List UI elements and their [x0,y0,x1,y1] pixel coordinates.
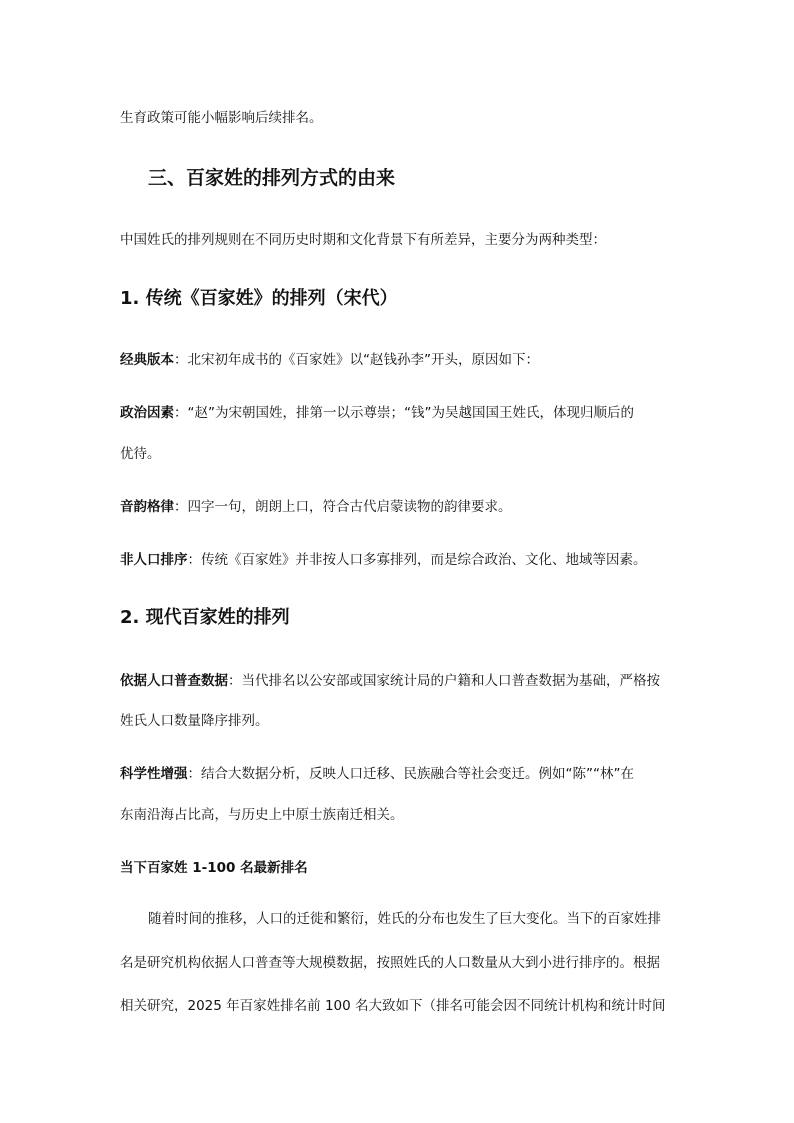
science-text-1: ：结合大数据分析，反映人口迁移、民族融合等社会变迁。例如“陈”“林”在 [187,766,634,782]
non-population-label: 非人口排序 [120,552,188,568]
paragraph-intro-tail: 生育政策可能小幅影响后续排名。 [120,110,323,126]
science-text-2: 东南沿海占比高，与历史上中原士族南迁相关。 [120,807,404,823]
census-text-2: 姓氏人口数量降序排列。 [120,713,269,729]
political-factor-text-2: 优待。 [120,446,161,462]
final-paragraph-line-2: 名是研究机构依据人口普查等大规模数据，按照姓氏的人口数量从大到小进行排序的。根据 [120,955,660,971]
subsection-1-heading: 1. 传统《百家姓》的排列（宋代） [120,288,398,309]
non-population-paragraph [120,550,680,570]
classic-version-label: 经典版本 [120,352,174,368]
classic-version-text: ：北宋初年成书的《百家姓》以“赵钱孙李”开头，原因如下： [174,352,539,368]
census-label: 依据人口普查数据 [120,673,228,689]
science-label: 科学性增强 [120,766,188,782]
top-100-heading: 当下百家姓 1-100 名最新排名 [120,860,308,876]
political-factor-text-1: ：“赵”为宋朝国姓，排第一以示尊崇；“钱”为吴越国国王姓氏，体现归顺后的 [174,405,634,421]
rhyme-paragraph [120,497,680,517]
non-population-text: ：传统《百家姓》并非按人口多寡排列，而是综合政治、文化、地域等因素。 [187,552,647,568]
political-factor-paragraph [120,403,680,423]
final-paragraph-line-1: 随着时间的推移，人口的迁徙和繁衍，姓氏的分布也发生了巨大变化。当下的百家姓排 [148,911,661,927]
science-paragraph [120,764,680,784]
rhyme-label: 音韵格律 [120,499,174,515]
classic-version-paragraph [120,350,680,370]
census-paragraph [120,671,680,691]
section-3-intro: 中国姓氏的排列规则在不同历史时期和文化背景下有所差异，主要分为两种类型： [120,232,606,248]
political-factor-label: 政治因素 [120,405,174,421]
census-text-1: ：当代排名以公安部或国家统计局的户籍和人口普查数据为基础，严格按 [228,673,660,689]
final-paragraph-line-3: 相关研究，2025 年百家姓排名前 100 名大致如下（排名可能会因不同统计机构和统计时间 [120,998,666,1014]
subsection-2-heading: 2. 现代百家姓的排列 [120,607,290,628]
rhyme-text: ：四字一句，朗朗上口，符合古代启蒙读物的韵律要求。 [174,499,512,515]
section-3-heading: 三、百家姓的排列方式的由来 [148,167,396,189]
